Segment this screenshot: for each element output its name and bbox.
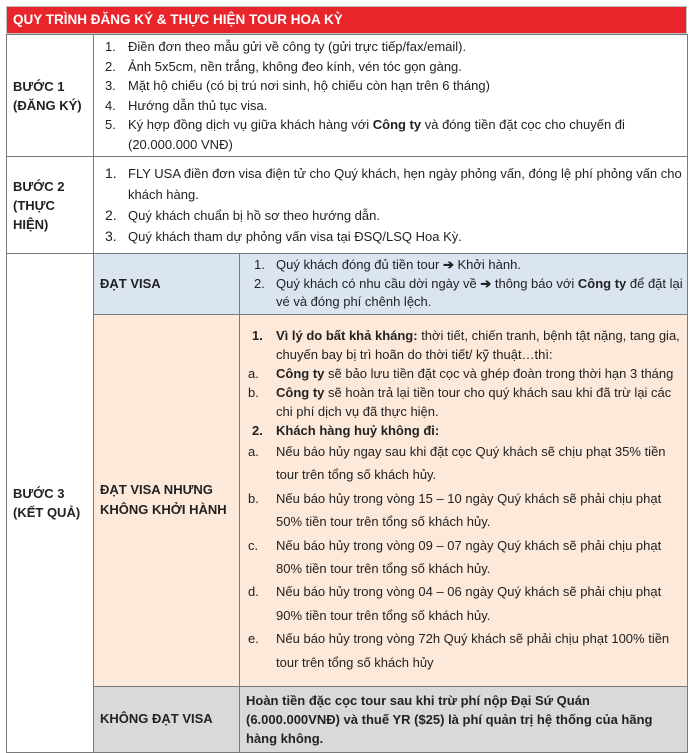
step2-row: [7, 157, 688, 254]
list-text: Khởi hành.: [453, 257, 521, 272]
list-number: 2.: [252, 422, 263, 438]
list-text: Ký hợp đồng dịch vụ giữa khách hàng với: [128, 117, 373, 132]
list-text: Nếu báo hủy trong vòng 09 – 07 ngày Quý khách sẽ phải chịu phạt 80% tiền tour trên tổng số khách hủy.: [276, 537, 662, 576]
arrow-right-icon: ➔: [480, 275, 492, 291]
list-text: Nếu báo hủy trong vòng 72h Quý khách sẽ phải chịu phạt 100% tiền tour trên tổng số khách hủy: [276, 631, 670, 670]
visa-no-departure-row: [7, 314, 688, 686]
visa-granted-content: [240, 254, 688, 315]
list-text: Nếu báo hủy ngay sau khi đặt cọc Quý khách sẽ chịu phạt 35% tiền tour trên tổng số khách hủy.: [276, 443, 666, 483]
company-name: Công ty: [276, 384, 325, 400]
list-text: Nếu báo hủy trong vòng 15 – 10 ngày Quý khách sẽ phải chịu phạt 50% tiền tour trên tổng số khách hủy.: [276, 490, 662, 530]
visa-granted-list: [240, 256, 683, 312]
list-item: [246, 487, 683, 534]
list-letter: c.: [248, 537, 259, 553]
step1-row: [7, 35, 688, 157]
step3-label: BƯỚC 3 (KẾT QUẢ): [7, 254, 94, 753]
list-text: Quý khách tham dự phỏng vấn visa tại ĐSQ/LSQ Hoa Kỳ.: [128, 229, 462, 244]
list-item: [240, 275, 683, 312]
arrow-right-icon: ➔: [442, 257, 454, 272]
list-item: [240, 256, 683, 275]
list-item: [102, 37, 683, 57]
list-item: [246, 534, 683, 581]
list-item: [102, 76, 683, 96]
list-item: [102, 205, 683, 226]
list-item: [102, 163, 683, 205]
visa-denied-content: Hoàn tiền đặc cọc tour sau khi trừ phí nộp Đại Sứ Quán (6.000.000VNĐ) và thuế YR ($25) là phí quản trị hệ thống của hãng hàng không.: [240, 686, 688, 752]
list-number: 5.: [105, 117, 116, 132]
list-item: [246, 627, 683, 674]
list-text: thông báo với: [491, 275, 578, 291]
list-item: [102, 96, 683, 116]
list-text: sẽ bảo lưu tiền đặt cọc và ghép đoàn trong thời hạn 3 tháng: [324, 365, 674, 381]
step2-list: [102, 163, 683, 247]
list-letter: e.: [248, 631, 259, 647]
list-item: [246, 383, 683, 421]
step1-list: [102, 37, 683, 154]
list-letter: a.: [248, 443, 259, 459]
list-letter: b.: [248, 384, 259, 400]
visa-denied-row: [7, 686, 688, 752]
list-number: 2.: [105, 58, 116, 74]
list-text: để đặt lại vé và đóng phí chênh lệch.: [276, 275, 683, 309]
no-departure-list: [240, 326, 683, 674]
list-number: 4.: [105, 97, 116, 113]
list-text: FLY USA điền đơn visa điện tử cho Quý khách, hẹn ngày phỏng vấn, đóng lệ phí phỏng vấn cho khách hàng.: [128, 166, 682, 202]
document-title: QUY TRÌNH ĐĂNG KÝ & THỰC HIỆN TOUR HOA KỲ: [6, 6, 687, 34]
step2-content: [94, 157, 688, 254]
force-majeure-heading: Vì lý do bất khả kháng:: [276, 327, 418, 343]
list-text: Quý khách đóng đủ tiền tour: [276, 257, 443, 272]
process-table: [6, 34, 688, 753]
list-number: 2.: [105, 207, 117, 223]
visa-granted-label: ĐẠT VISA: [94, 254, 240, 315]
visa-granted-row: [7, 254, 688, 315]
company-name: Công ty: [276, 365, 325, 381]
step1-label: BƯỚC 1 (ĐĂNG KÝ): [7, 35, 94, 157]
list-text: Nếu báo hủy trong vòng 04 – 06 ngày Quý khách sẽ phải chịu phạt 90% tiền tour trên tổng số khách hủy.: [276, 584, 662, 623]
list-number: 3.: [105, 228, 117, 244]
list-number: 1.: [105, 39, 116, 54]
tour-process-document: [6, 6, 687, 753]
step2-label: BƯỚC 2 (THỰC HIỆN): [7, 157, 94, 254]
list-letter: b.: [248, 490, 259, 506]
list-text: Mặt hộ chiếu (có bị trú nơi sinh, hộ chiếu còn hạn trên 6 tháng): [128, 78, 490, 93]
list-item: [102, 57, 683, 77]
list-letter: a.: [248, 365, 259, 381]
list-number: 2.: [254, 275, 265, 291]
force-majeure-sublist: [248, 364, 683, 421]
list-number: 1.: [105, 165, 117, 181]
list-item: [246, 364, 683, 383]
list-text: Hướng dẫn thủ tục visa.: [128, 97, 268, 113]
list-item: [240, 326, 683, 421]
list-item: [240, 421, 683, 674]
visa-no-departure-content: [240, 314, 688, 686]
company-name: Công ty: [577, 275, 627, 291]
list-text: Quý khách chuẩn bị hồ sơ theo hướng dẫn.: [128, 208, 380, 223]
cancellation-heading: Khách hàng huỷ không đi:: [276, 422, 440, 438]
company-name: Công ty: [372, 117, 422, 132]
list-text: sẽ hoàn trả lại tiền tour cho quý khách sau khi đã trừ lại các chi phí dịch vụ đã thực hiện.: [276, 384, 672, 419]
list-text: Quý khách có nhu cầu dời ngày về: [276, 275, 481, 291]
list-number: 3.: [105, 78, 116, 93]
list-text: Điền đơn theo mẫu gửi về công ty (gửi trực tiếp/fax/email).: [128, 39, 467, 54]
list-item: [102, 226, 683, 247]
list-text: Ảnh 5x5cm, nền trắng, không đeo kính, vén tóc gọn gàng.: [128, 58, 462, 74]
list-item: [102, 115, 683, 154]
list-letter: d.: [248, 584, 259, 600]
list-number: 1.: [252, 327, 263, 343]
cancellation-sublist: [248, 440, 683, 674]
step1-content: [94, 35, 688, 157]
list-number: 1.: [254, 257, 265, 272]
visa-no-departure-label: ĐẠT VISA NHƯNG KHÔNG KHỞI HÀNH: [94, 314, 240, 686]
list-text: và đóng tiền đặt cọc cho chuyến đi (20.000.000 VNĐ): [128, 117, 625, 152]
visa-denied-label: KHÔNG ĐẠT VISA: [94, 686, 240, 752]
list-item: [246, 580, 683, 627]
list-item: [246, 440, 683, 487]
list-text: thời tiết, chiến tranh, bệnh tật nặng, tang gia, chuyến bay bị trì hoãn do thời tiết/ kỹ thuật…thì:: [276, 327, 680, 362]
